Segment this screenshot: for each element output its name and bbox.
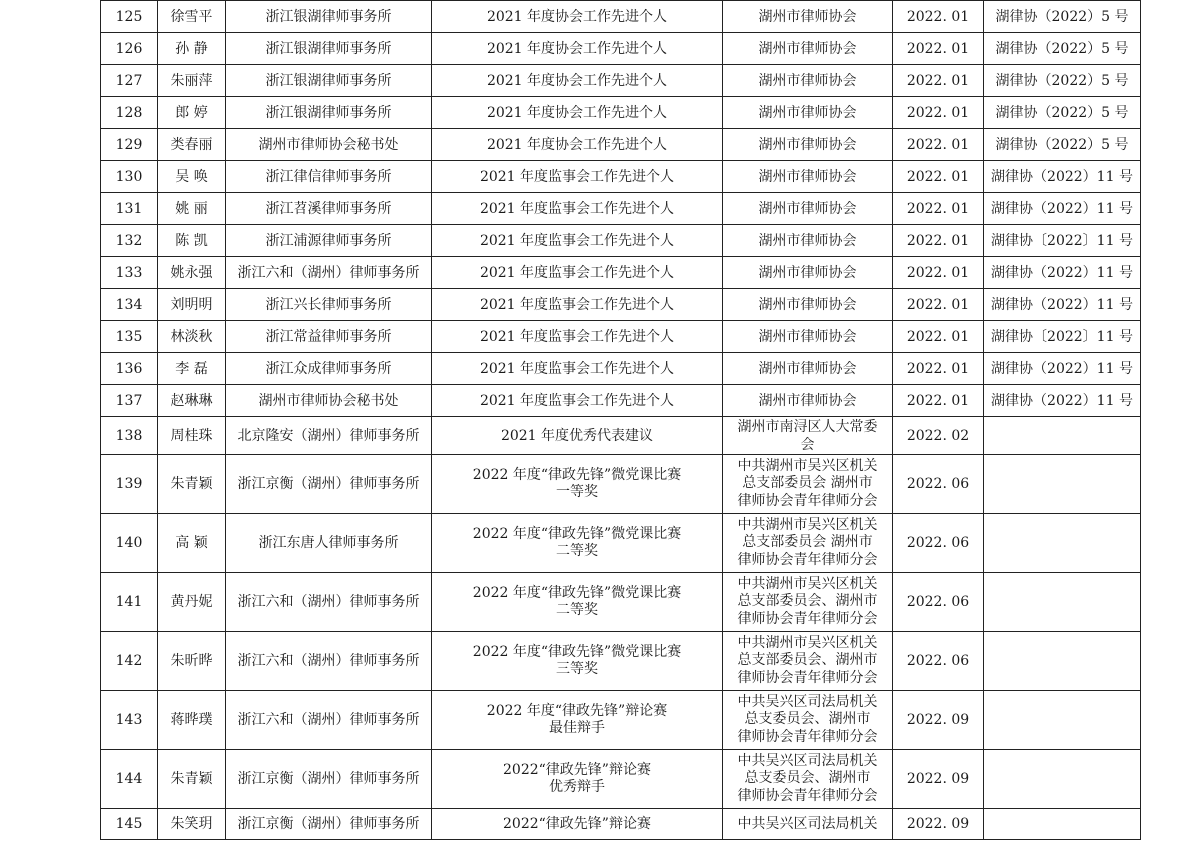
cell-name: 徐雪平 <box>158 1 226 33</box>
cell-issuer: 湖州市律师协会 <box>723 65 893 97</box>
cell-date: 2022. 01 <box>893 193 984 225</box>
cell-date: 2022. 02 <box>893 417 984 455</box>
cell-award: 2022 年度“律政先锋”微党课比赛 二等奖 <box>432 514 723 573</box>
cell-award: 2021 年度监事会工作先进个人 <box>432 161 723 193</box>
cell-date: 2022. 01 <box>893 161 984 193</box>
award-table-body <box>101 1 1141 840</box>
table-row <box>101 289 1141 321</box>
cell-name: 李 磊 <box>158 353 226 385</box>
cell-award: 2021 年度监事会工作先进个人 <box>432 193 723 225</box>
cell-name: 朱青颖 <box>158 455 226 514</box>
cell-org: 浙江苕溪律师事务所 <box>226 193 432 225</box>
table-row <box>101 65 1141 97</box>
cell-org: 浙江银湖律师事务所 <box>226 1 432 33</box>
cell-no: 142 <box>101 632 158 691</box>
cell-date: 2022. 01 <box>893 225 984 257</box>
cell-doc <box>984 809 1141 840</box>
cell-doc <box>984 514 1141 573</box>
table-row <box>101 514 1141 573</box>
cell-award: 2021 年度监事会工作先进个人 <box>432 289 723 321</box>
cell-doc: 湖律协（2022）5 号 <box>984 129 1141 161</box>
table-row <box>101 129 1141 161</box>
table-row <box>101 161 1141 193</box>
cell-no: 136 <box>101 353 158 385</box>
cell-award: 2021 年度优秀代表建议 <box>432 417 723 455</box>
table-row <box>101 257 1141 289</box>
cell-no: 128 <box>101 97 158 129</box>
cell-doc: 湖律协（2022）5 号 <box>984 33 1141 65</box>
cell-issuer: 湖州市律师协会 <box>723 257 893 289</box>
cell-date: 2022. 01 <box>893 289 984 321</box>
cell-issuer: 湖州市律师协会 <box>723 353 893 385</box>
cell-org: 浙江京衡（湖州）律师事务所 <box>226 750 432 809</box>
table-row <box>101 455 1141 514</box>
cell-doc: 湖律协（2022）11 号 <box>984 385 1141 417</box>
cell-date: 2022. 06 <box>893 455 984 514</box>
cell-name: 高 颖 <box>158 514 226 573</box>
cell-name: 郎 婷 <box>158 97 226 129</box>
cell-doc <box>984 417 1141 455</box>
cell-date: 2022. 01 <box>893 65 984 97</box>
cell-no: 140 <box>101 514 158 573</box>
cell-name: 黄丹妮 <box>158 573 226 632</box>
cell-doc: 湖律协（2022）11 号 <box>984 161 1141 193</box>
cell-no: 145 <box>101 809 158 840</box>
cell-org: 浙江六和（湖州）律师事务所 <box>226 573 432 632</box>
table-row <box>101 809 1141 840</box>
table-row <box>101 193 1141 225</box>
cell-date: 2022. 06 <box>893 573 984 632</box>
cell-doc <box>984 750 1141 809</box>
cell-date: 2022. 01 <box>893 129 984 161</box>
cell-issuer: 中共吴兴区司法局机关 总支委员会、湖州市 律师协会青年律师分会 <box>723 750 893 809</box>
cell-name: 朱笑玥 <box>158 809 226 840</box>
cell-issuer: 湖州市南浔区人大常委 会 <box>723 417 893 455</box>
cell-no: 144 <box>101 750 158 809</box>
cell-org: 浙江东唐人律师事务所 <box>226 514 432 573</box>
cell-org: 浙江浦源律师事务所 <box>226 225 432 257</box>
table-row <box>101 385 1141 417</box>
cell-date: 2022. 01 <box>893 321 984 353</box>
cell-doc: 湖律协（2022）11 号 <box>984 257 1141 289</box>
cell-org: 浙江兴长律师事务所 <box>226 289 432 321</box>
cell-name: 朱青颖 <box>158 750 226 809</box>
cell-issuer: 湖州市律师协会 <box>723 321 893 353</box>
cell-issuer: 中共湖州市吴兴区机关 总支部委员会、湖州市 律师协会青年律师分会 <box>723 573 893 632</box>
cell-date: 2022. 09 <box>893 809 984 840</box>
cell-org: 浙江银湖律师事务所 <box>226 33 432 65</box>
cell-issuer: 中共吴兴区司法局机关 <box>723 809 893 840</box>
cell-no: 131 <box>101 193 158 225</box>
table-row <box>101 573 1141 632</box>
cell-doc <box>984 573 1141 632</box>
cell-award: 2021 年度协会工作先进个人 <box>432 65 723 97</box>
cell-award: 2022 年度“律政先锋”辩论赛 最佳辩手 <box>432 691 723 750</box>
cell-no: 141 <box>101 573 158 632</box>
cell-doc: 湖律协（2022）5 号 <box>984 97 1141 129</box>
cell-issuer: 中共吴兴区司法局机关 总支委员会、湖州市 律师协会青年律师分会 <box>723 691 893 750</box>
cell-date: 2022. 01 <box>893 97 984 129</box>
cell-no: 138 <box>101 417 158 455</box>
cell-doc: 湖律协〔2022〕11 号 <box>984 321 1141 353</box>
cell-issuer: 湖州市律师协会 <box>723 33 893 65</box>
cell-award: 2022“律政先锋”辩论赛 <box>432 809 723 840</box>
cell-award: 2021 年度监事会工作先进个人 <box>432 385 723 417</box>
cell-no: 137 <box>101 385 158 417</box>
cell-award: 2021 年度协会工作先进个人 <box>432 129 723 161</box>
cell-name: 刘明明 <box>158 289 226 321</box>
cell-name: 姚永强 <box>158 257 226 289</box>
cell-issuer: 中共湖州市吴兴区机关 总支部委员会、湖州市 律师协会青年律师分会 <box>723 632 893 691</box>
cell-name: 蒋晔璞 <box>158 691 226 750</box>
cell-date: 2022. 01 <box>893 1 984 33</box>
cell-issuer: 湖州市律师协会 <box>723 193 893 225</box>
cell-doc <box>984 691 1141 750</box>
cell-org: 浙江律信律师事务所 <box>226 161 432 193</box>
cell-date: 2022. 09 <box>893 691 984 750</box>
cell-org: 北京隆安（湖州）律师事务所 <box>226 417 432 455</box>
cell-name: 朱丽萍 <box>158 65 226 97</box>
table-row <box>101 632 1141 691</box>
table-row <box>101 1 1141 33</box>
cell-org: 浙江常益律师事务所 <box>226 321 432 353</box>
cell-org: 湖州市律师协会秘书处 <box>226 385 432 417</box>
cell-issuer: 中共湖州市吴兴区机关 总支部委员会 湖州市 律师协会青年律师分会 <box>723 455 893 514</box>
cell-name: 朱昕晔 <box>158 632 226 691</box>
table-row <box>101 97 1141 129</box>
cell-doc <box>984 455 1141 514</box>
table-row <box>101 417 1141 455</box>
cell-issuer: 湖州市律师协会 <box>723 129 893 161</box>
cell-issuer: 湖州市律师协会 <box>723 385 893 417</box>
cell-award: 2021 年度监事会工作先进个人 <box>432 257 723 289</box>
cell-no: 143 <box>101 691 158 750</box>
cell-date: 2022. 09 <box>893 750 984 809</box>
cell-org: 浙江银湖律师事务所 <box>226 97 432 129</box>
cell-award: 2021 年度协会工作先进个人 <box>432 97 723 129</box>
cell-doc: 湖律协（2022）11 号 <box>984 289 1141 321</box>
table-row <box>101 225 1141 257</box>
cell-no: 132 <box>101 225 158 257</box>
cell-org: 浙江京衡（湖州）律师事务所 <box>226 809 432 840</box>
cell-award: 2022 年度“律政先锋”微党课比赛 一等奖 <box>432 455 723 514</box>
cell-award: 2021 年度监事会工作先进个人 <box>432 225 723 257</box>
cell-date: 2022. 01 <box>893 33 984 65</box>
cell-issuer: 湖州市律师协会 <box>723 97 893 129</box>
cell-name: 吴 唤 <box>158 161 226 193</box>
cell-name: 林淡秋 <box>158 321 226 353</box>
cell-award: 2021 年度监事会工作先进个人 <box>432 353 723 385</box>
cell-award: 2021 年度监事会工作先进个人 <box>432 321 723 353</box>
cell-award: 2022 年度“律政先锋”微党课比赛 二等奖 <box>432 573 723 632</box>
cell-issuer: 湖州市律师协会 <box>723 289 893 321</box>
cell-doc: 湖律协（2022）11 号 <box>984 193 1141 225</box>
cell-name: 姚 丽 <box>158 193 226 225</box>
cell-name: 赵琳琳 <box>158 385 226 417</box>
cell-no: 126 <box>101 33 158 65</box>
table-row <box>101 33 1141 65</box>
cell-doc: 湖律协（2022）11 号 <box>984 353 1141 385</box>
cell-issuer: 湖州市律师协会 <box>723 225 893 257</box>
cell-date: 2022. 06 <box>893 514 984 573</box>
table-row <box>101 353 1141 385</box>
cell-award: 2022 年度“律政先锋”微党课比赛 三等奖 <box>432 632 723 691</box>
cell-issuer: 湖州市律师协会 <box>723 161 893 193</box>
cell-no: 133 <box>101 257 158 289</box>
table-row <box>101 321 1141 353</box>
cell-award: 2021 年度协会工作先进个人 <box>432 33 723 65</box>
cell-org: 浙江六和（湖州）律师事务所 <box>226 257 432 289</box>
cell-name: 类春丽 <box>158 129 226 161</box>
cell-no: 127 <box>101 65 158 97</box>
cell-issuer: 湖州市律师协会 <box>723 1 893 33</box>
cell-award: 2022“律政先锋”辩论赛 优秀辩手 <box>432 750 723 809</box>
cell-org: 浙江六和（湖州）律师事务所 <box>226 632 432 691</box>
cell-name: 陈 凯 <box>158 225 226 257</box>
cell-date: 2022. 01 <box>893 385 984 417</box>
cell-no: 135 <box>101 321 158 353</box>
cell-date: 2022. 01 <box>893 257 984 289</box>
cell-org: 浙江六和（湖州）律师事务所 <box>226 691 432 750</box>
table-row <box>101 691 1141 750</box>
cell-no: 139 <box>101 455 158 514</box>
cell-doc: 湖律协（2022）5 号 <box>984 65 1141 97</box>
cell-doc: 湖律协〔2022〕11 号 <box>984 225 1141 257</box>
cell-award: 2021 年度协会工作先进个人 <box>432 1 723 33</box>
cell-date: 2022. 01 <box>893 353 984 385</box>
award-table <box>100 0 1141 840</box>
cell-org: 浙江银湖律师事务所 <box>226 65 432 97</box>
cell-no: 129 <box>101 129 158 161</box>
cell-no: 125 <box>101 1 158 33</box>
cell-name: 孙 静 <box>158 33 226 65</box>
cell-issuer: 中共湖州市吴兴区机关 总支部委员会 湖州市 律师协会青年律师分会 <box>723 514 893 573</box>
cell-doc <box>984 632 1141 691</box>
cell-org: 浙江众成律师事务所 <box>226 353 432 385</box>
cell-org: 湖州市律师协会秘书处 <box>226 129 432 161</box>
cell-org: 浙江京衡（湖州）律师事务所 <box>226 455 432 514</box>
cell-name: 周桂珠 <box>158 417 226 455</box>
cell-date: 2022. 06 <box>893 632 984 691</box>
cell-no: 134 <box>101 289 158 321</box>
table-row <box>101 750 1141 809</box>
cell-doc: 湖律协（2022）5 号 <box>984 1 1141 33</box>
cell-no: 130 <box>101 161 158 193</box>
